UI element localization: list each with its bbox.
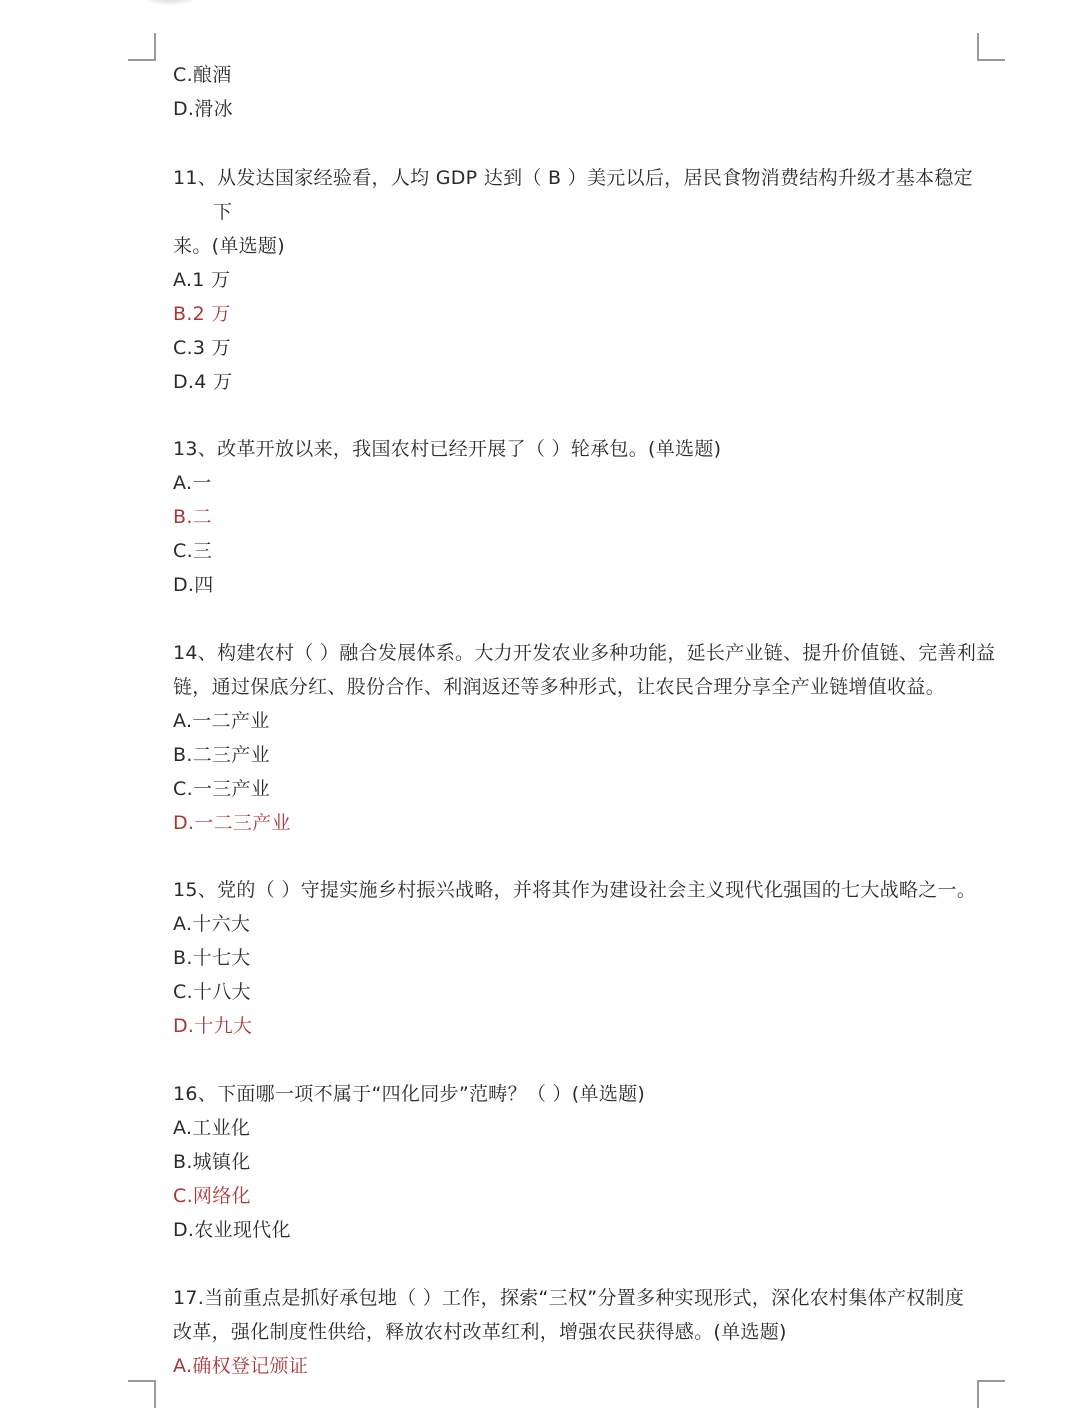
option-line: D.4 万 — [173, 371, 233, 393]
option-line: A.十六大 — [173, 913, 251, 935]
option-line: B.2 万 — [173, 303, 231, 325]
option-line: A.1 万 — [173, 269, 231, 291]
top-shadow — [140, 0, 200, 6]
question-line: 11、从发达国家经验看，人均 GDP 达到（ B ）美元以后，居民食物消费结构升级才基本稳定 — [173, 167, 973, 189]
page-corner-mark — [977, 1380, 1005, 1408]
option-line: A.一 — [173, 472, 212, 494]
question-line: 13、改革开放以来，我国农村已经开展了（ ）轮承包。(单选题) — [173, 438, 722, 460]
option-line: B.二 — [173, 506, 212, 528]
option-line: D.农业现代化 — [173, 1219, 291, 1241]
option-line: A.确权登记颁证 — [173, 1355, 309, 1377]
option-line: C.一三产业 — [173, 778, 271, 800]
page-corner-mark — [977, 33, 1005, 61]
page-corner-mark — [128, 1380, 156, 1408]
question-line: 15、党的（ ）守提实施乡村振兴战略，并将其作为建设社会主义现代化强国的七大战略之一。 — [173, 879, 977, 901]
question-line: 改革，强化制度性供给，释放农村改革红利，增强农民获得感。(单选题) — [173, 1321, 787, 1343]
option-line: C.三 — [173, 540, 213, 562]
option-line: C.网络化 — [173, 1185, 251, 1207]
option-line: D.滑冰 — [173, 98, 233, 120]
question-line: 下 — [213, 201, 233, 223]
option-line: A.一二产业 — [173, 710, 270, 732]
option-line: C.酿酒 — [173, 64, 232, 86]
question-line: 16、下面哪一项不属于“四化同步”范畴？（ ）(单选题) — [173, 1083, 646, 1105]
option-line: B.城镇化 — [173, 1151, 251, 1173]
question-line: 17.当前重点是抓好承包地（ ）工作，探索“三权”分置多种实现形式，深化农村集体产权制度 — [173, 1287, 965, 1309]
option-line: C.十八大 — [173, 981, 251, 1003]
option-line: D.十九大 — [173, 1015, 253, 1037]
option-line: A.工业化 — [173, 1117, 251, 1139]
option-line: D.四 — [173, 574, 214, 596]
option-line: B.二三产业 — [173, 744, 270, 766]
option-line: B.十七大 — [173, 947, 251, 969]
option-line: D.一二三产业 — [173, 812, 291, 834]
option-line: C.3 万 — [173, 337, 231, 359]
page-corner-mark — [128, 33, 156, 61]
question-line: 链，通过保底分红、股份合作、利润返还等多种形式，让农民合理分享全产业链增值收益。 — [173, 676, 946, 698]
question-line: 14、构建农村（ ）融合发展体系。大力开发农业多种功能，延长产业链、提升价值链、完善利益 — [173, 642, 996, 664]
question-line: 来。(单选题) — [173, 235, 285, 257]
